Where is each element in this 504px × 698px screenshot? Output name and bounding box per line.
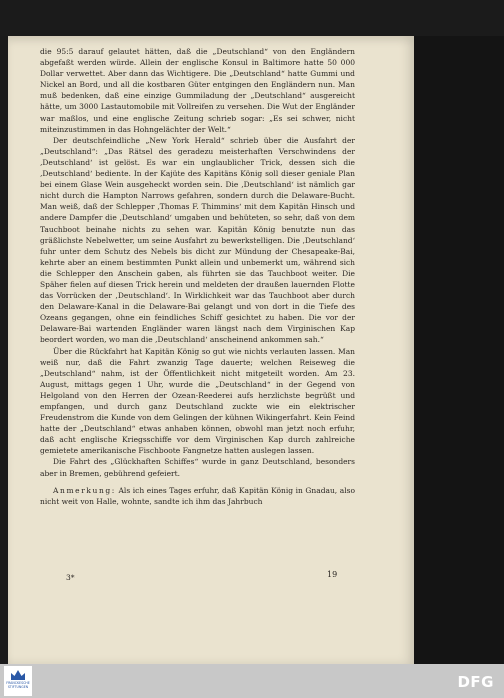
crown-icon [11, 670, 25, 680]
franckesche-stiftungen-logo[interactable] [4, 666, 32, 696]
page-number: 19 [327, 570, 338, 579]
footnote-text: Als ich eines Tages erfuhr, daß Kapitän König in Gnadau, also nicht weit von Halle, wohnte, sandte ich ihm das Jahrbuch [40, 485, 355, 506]
viewer-footer-bar [0, 664, 504, 698]
scan-border-top [0, 0, 504, 36]
paragraph-2: Der deutschfeindliche „New York Herald“ schrieb über die Ausfahrt der „Deutschland“: „Das Rätsel des geradezu meisterhaften Verschwindens der ‚Deutschland‘ ist gelöst. Es war ein unglaublicher Trick, dessen sich die ‚Deutschland‘ bediente. In der Kajüte des Kapitäns König soll dieser geniale Plan bei einem Glase Wein ausgeheckt worden sein. Die ‚Deutschland‘ ist nämlich gar nicht durch die Hampton Narrows gefahren, sondern durch die Delaware-Bucht. Man weiß, daß der Schlepper ‚Thomas F. Thimmins‘ mit dem Kapitän Hinsch und andere Dampfer die ‚Deutschland‘ umgaben und behüteten, so sehr, daß von dem Tauchboot beinahe nichts zu sehen war. Kapitän König benutzte nun das gräßlichste Nebelwetter, um seine Ausfahrt zu bewerkstelligen. Die ‚Deutschland‘ fuhr unter dem Schutz des Nebels bis dicht zur Mündung der Chesapeake-Bai, kehrte aber an einem bestimmten Punkt allein und unbemerkt um, während sich die Schlepper den Anschein gaben, als führten sie das Tauchboot weiter. Die Späher fielen auf diesen Trick herein und meldeten der draußen lauernden Flotte das Vorrücken der ‚Deutschland‘. In Wirklichkeit war das Tauchboot aber durch den Delaware-Kanal in die Delaware-Bai gelangt und von dort in die Tiefe des Ozeans gegangen, ohne ein feindliches Schiff gesichtet zu haben. Die vor der Delaware-Bai wartenden Engländer waren längst nach dem Virginischen Kap beordert worden, wo man die ‚Deutschland‘ anscheinend ankommen sah.“ [40, 135, 355, 345]
signature-mark: 3* [66, 573, 75, 582]
page-body-text [40, 46, 355, 507]
paragraph-3: Über die Rückfahrt hat Kapitän König so gut wie nichts verlauten lassen. Man weiß nur, daß die Fahrt zwanzig Tage dauerte; welchen Reiseweg die „Deutschland“ nahm, ist der Öffentlichkeit nicht mitgeteilt worden. Am 23. August, mittags gegen 1 Uhr, wurde die „Deutschland“ in der Gegend von Helgoland von den Herren der Ozean-Reederei aufs herzlichste begrüßt und empfangen, und durch ganz Deutschland zuckte wie ein elektrischer Freudenstrom die Kunde von dem Gelingen der kühnen Wikingerfahrt. Kein Feind hatte der „Deutschland“ etwas anhaben können, obwohl man jetzt noch erfuhr, daß acht englische Kriegsschiffe vor dem Virginischen Kap durch zahlreiche gemietete amerikanische Fischboote Fangnetze hatten auslegen lassen. [40, 346, 355, 456]
scan-border-right [414, 36, 504, 664]
paragraph-4: Die Fahrt des „Glückhaften Schiffes“ wurde in ganz Deutschland, besonders aber in Bremen, gebührend gefeiert. [40, 457, 355, 478]
logo-text: FRANCKESCHE STIFTUNGEN [6, 681, 30, 689]
paragraph-1: die 95:5 darauf gelautet hätten, daß die „Deutschland“ von den Engländern abgefaßt werden würde. Allein der englische Konsul in Baltimore hatte 50 000 Dollar verwettet. Aber dann das Wichtigere. Die „Deutschland“ hatte Gummi und Nickel an Bord, und all die kostbaren Güter entgingen den Engländern nun. Man muß bedenken, daß eine einzige Gummiladung der „Deutschland“ ausgereicht hätte, um 3000 Lastautomobile mit Vollreifen zu versehen. Die Wut der Engländer war maßlos, und eine englische Zeitung schrieb sogar: „Es sei schwer, nicht miteinzustimmen in das Hohngelächter der Welt.“ [40, 47, 355, 134]
dfg-logo[interactable]: DFG [457, 673, 494, 691]
footnote [40, 485, 355, 507]
footnote-label: Anmerkung: [53, 485, 116, 495]
